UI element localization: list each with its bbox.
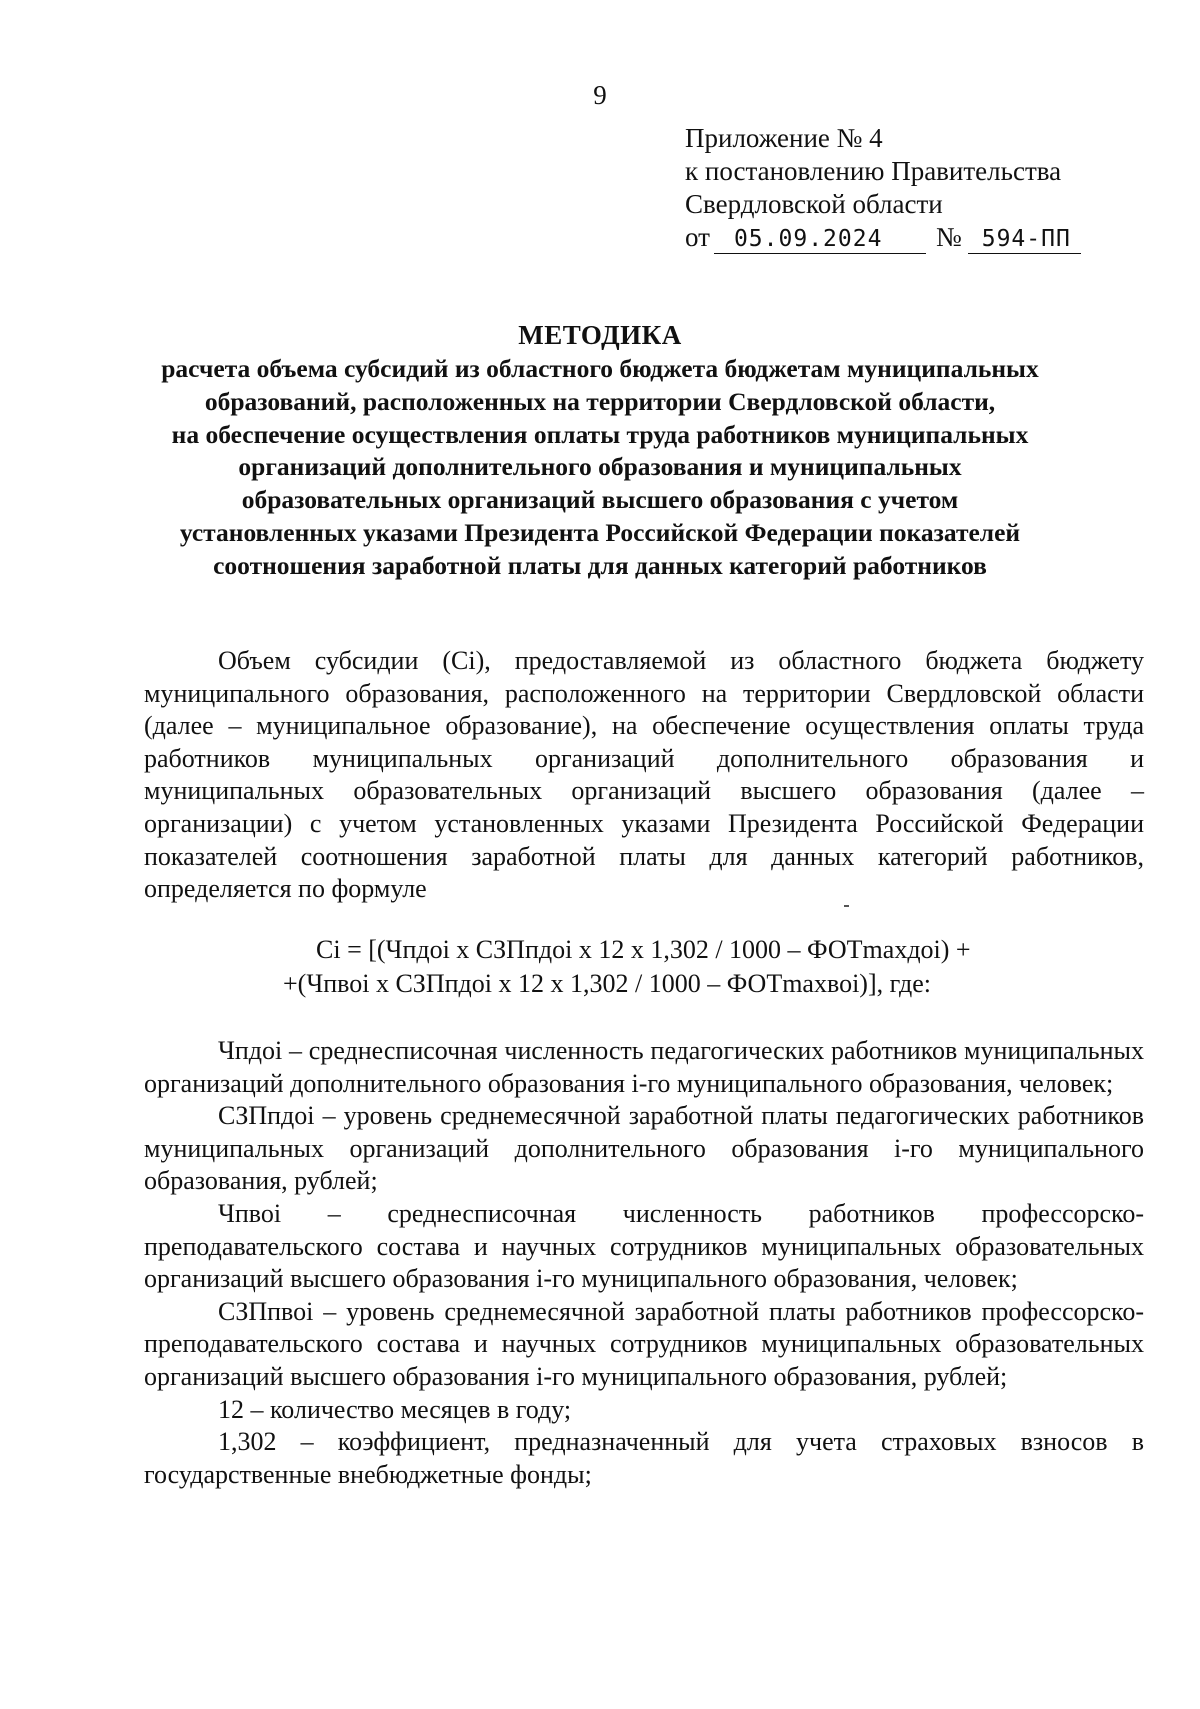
definitions-list (144, 1035, 1144, 1491)
appendix-header (685, 122, 1081, 254)
appendix-resolution-line: к постановлению Правительства (685, 156, 1062, 186)
appendix-region-line: Свердловской области (685, 189, 943, 219)
subtitle-line: соотношения заработной платы для данных категорий работников (213, 550, 987, 580)
definition-item: 1,302 – коэффициент, предназначенный для учета страховых взносов в государственные внебюджетные фонды; (144, 1427, 1144, 1489)
date-label: от (685, 222, 710, 252)
subtitle-line: на обеспечение осуществления оплаты труда работников муниципальных (171, 419, 1029, 449)
resolution-date: 05.09.2024 (714, 225, 926, 254)
appendix-date-number-line (685, 221, 1081, 254)
definition-item: СЗПпдоi – уровень среднемесячной заработной платы педагогических работников муниципальных организаций дополнительного образования i-го муниципального образования, рублей; (144, 1101, 1144, 1196)
subtitle-line: организаций дополнительного образования и муниципальных (238, 452, 962, 482)
subtitle-line: образовательных организаций высшего образования с учетом (241, 485, 959, 515)
document-subtitle (130, 353, 1070, 583)
subtitle-line: расчета объема субсидий из областного бюджета бюджетам муниципальных (161, 354, 1039, 383)
appendix-title: Приложение № 4 (685, 123, 883, 153)
scan-mark (844, 905, 849, 907)
subtitle-line: образований, расположенных на территории Свердловской области, (204, 386, 996, 416)
document-title: МЕТОДИКА (518, 320, 682, 350)
document-title-block (130, 317, 1070, 583)
resolution-number: 594-ПП (968, 225, 1081, 254)
subtitle-line: установленных указами Президента Российской Федерации показателей (179, 517, 1021, 547)
intro-paragraph: Объем субсидии (Ci), предоставляемой из областного бюджета бюджету муниципального образования, расположенного на территории Свердловской области (далее – муниципальное образование), на обеспечение осуществления оплаты труда работников муниципальных организаций дополнительного образования и муниципальных образовательных организаций высшего образования (далее – организации) с учетом установленных указами Президента Российской Федерации показателей соотношения заработной платы для данных категорий работников, определяется по формуле (144, 646, 1144, 904)
definition-item: Чпвоi – среднесписочная численность работников профессорско-преподавательского состава и научных сотрудников муниципальных образовательных организаций высшего образования i-го муниципального образования, человек; (144, 1198, 1144, 1294)
formula-line-1: Ci = [(Чпдоi x СЗПпдоi x 12 x 1,302 / 1000 – ФОТmахдоi) + (316, 935, 971, 964)
formula-line-2: +(Чпвоi x СЗПпдоi x 12 x 1,302 / 1000 – ФОТmахвоi)], где: (283, 969, 931, 998)
definition-item: Чпдоi – среднесписочная численность педагогических работников муниципальных организаций дополнительного образования i-го муниципального образования, человек; (144, 1036, 1144, 1098)
page-number: 9 (593, 80, 607, 110)
number-label: № (935, 222, 962, 252)
definition-item: СЗПпвоi – уровень среднемесячной заработной платы работников профессорско-преподавательского состава и научных сотрудников муниципальных образовательных организаций высшего образования i-го муниципального образования, рублей; (144, 1296, 1144, 1391)
definition-item: 12 – количество месяцев в году; (218, 1394, 572, 1424)
